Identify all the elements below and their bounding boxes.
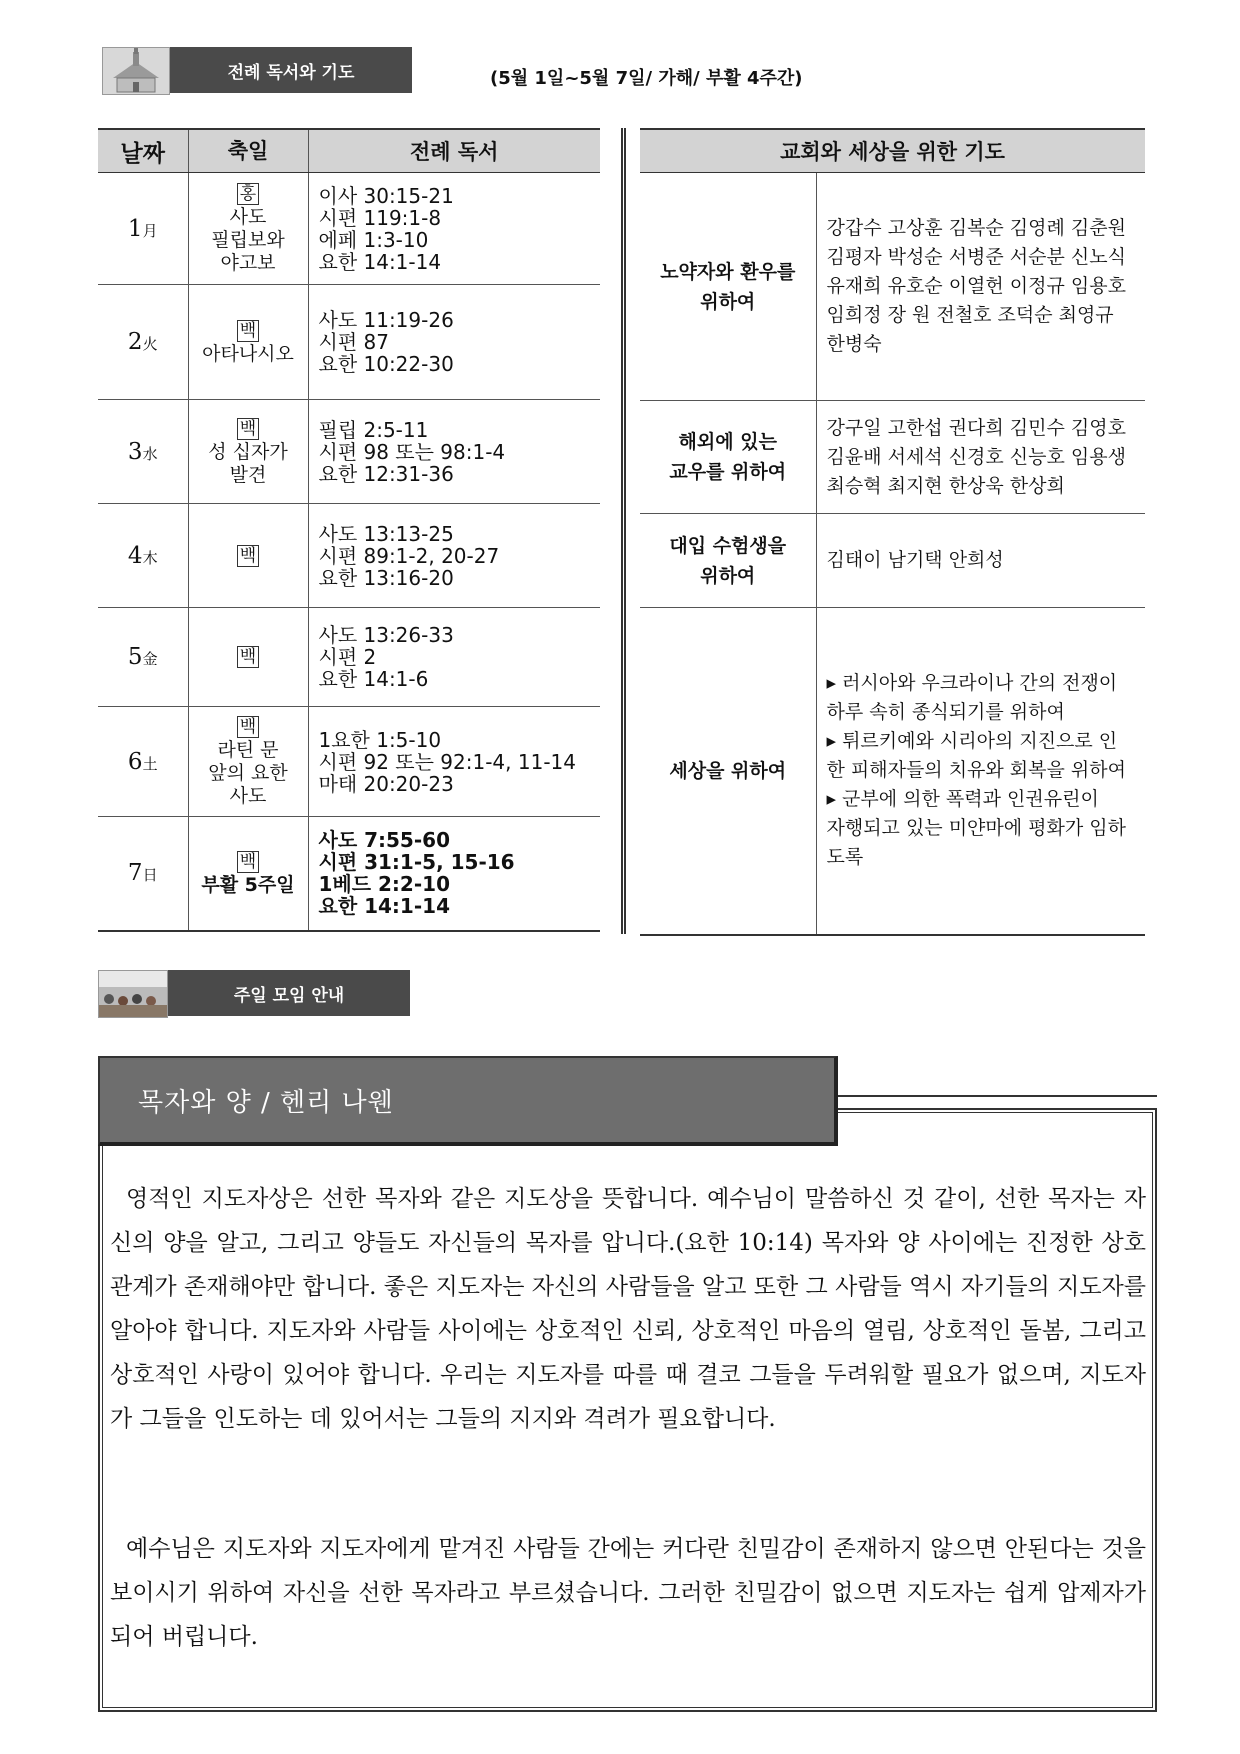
prayer-table bbox=[640, 128, 1145, 936]
gathering-thumbnail bbox=[98, 970, 168, 1018]
names-line: 김태이 남기택 안희성 bbox=[826, 549, 1004, 571]
column-divider bbox=[621, 128, 626, 934]
feast-line: 부활 5주일 bbox=[201, 873, 295, 896]
readings-cell bbox=[308, 608, 600, 707]
names-line: 유재희 유호순 이열헌 이정규 임용호 bbox=[826, 275, 1126, 297]
prayer-target bbox=[640, 401, 816, 514]
target-line: 세상을 위하여 bbox=[669, 759, 787, 782]
target-line: 해외에 있는 bbox=[678, 431, 777, 453]
feast-cell bbox=[188, 400, 308, 504]
readings-cell bbox=[308, 707, 600, 817]
prayer-header: 교회와 세상을 위한 기도 bbox=[640, 129, 1145, 173]
table-row bbox=[98, 608, 600, 707]
date-cell bbox=[98, 173, 188, 285]
reading-line: 시편 2 bbox=[318, 645, 377, 669]
reading-line: 사도 11:19-26 bbox=[318, 308, 454, 332]
table-row bbox=[98, 173, 600, 285]
liturgical-color-badge: 백 bbox=[237, 646, 259, 668]
header-feast: 축일 bbox=[188, 129, 308, 173]
section-title-gathering: 주일 모임 안내 bbox=[168, 970, 410, 1016]
reading-line: 요한 14:1-14 bbox=[318, 249, 442, 274]
date-cell bbox=[98, 817, 188, 931]
reading-line: 시편 119:1-8 bbox=[318, 205, 442, 230]
reading-line: 1베드 2:2-10 bbox=[318, 872, 450, 897]
target-line: 위하여 bbox=[700, 290, 756, 313]
readings-cell bbox=[308, 817, 600, 931]
table-row bbox=[640, 514, 1145, 608]
day-of-week: 水 bbox=[142, 444, 158, 463]
day-number: 3 bbox=[127, 438, 143, 465]
names-line: 임희정 장 원 전철호 조덕순 최영규 bbox=[826, 304, 1114, 326]
table-row bbox=[640, 173, 1145, 401]
prayer-target bbox=[640, 514, 816, 608]
table-row bbox=[98, 400, 600, 504]
names-line: 한 피해자들의 치유와 회복을 위하여 bbox=[826, 759, 1126, 782]
readings-cell bbox=[308, 285, 600, 400]
header-date: 날짜 bbox=[98, 129, 188, 173]
feast-line: 라틴 문 bbox=[217, 739, 279, 761]
feast-line: 사도 bbox=[229, 206, 267, 228]
church-icon bbox=[103, 48, 169, 94]
reading-line: 요한 14:1-6 bbox=[318, 667, 429, 691]
reading-line: 시편 31:1-5, 15-16 bbox=[318, 850, 515, 875]
prayer-names bbox=[816, 173, 1145, 401]
reading-line: 요한 10:22-30 bbox=[318, 352, 454, 376]
day-of-week: 金 bbox=[142, 650, 158, 668]
day-of-week: 火 bbox=[142, 335, 158, 353]
names-line: ▸ 군부에 의한 폭력과 인권유린이 bbox=[826, 788, 1099, 811]
date-cell bbox=[98, 608, 188, 707]
section-title-readings: 전례 독서와 기도 bbox=[170, 47, 412, 93]
reading-line: 시편 89:1-2, 20-27 bbox=[318, 543, 500, 568]
day-of-week: 木 bbox=[142, 548, 158, 567]
prayer-names bbox=[816, 608, 1145, 935]
names-line: 김윤배 서세석 신경호 신능호 임용생 bbox=[826, 445, 1126, 468]
feast-cell bbox=[188, 504, 308, 608]
liturgical-color-badge: 백 bbox=[237, 716, 259, 738]
reading-line: 요한 14:1-14 bbox=[318, 894, 450, 919]
feast-cell bbox=[188, 285, 308, 400]
day-number: 2 bbox=[127, 329, 143, 355]
day-number: 1 bbox=[127, 215, 143, 242]
feast-line: 발견 bbox=[229, 463, 267, 486]
day-number: 5 bbox=[127, 644, 143, 670]
feast-cell bbox=[188, 608, 308, 707]
article-paragraph-2: 예수님은 지도자와 지도자에게 맡겨진 사람들 간에는 커다란 친밀감이 존재하지 않으면 안된다는 것을 보이시기 위하여 자신을 선한 목자라고 부르셨습니다. 그러한 친밀감이 없으면 지도자는 쉽게 압제자가 되어 버립니다. bbox=[110, 1536, 1146, 1650]
liturgical-color-badge: 백 bbox=[237, 545, 259, 567]
reading-line: 요한 12:31-36 bbox=[318, 461, 454, 486]
feast-cell bbox=[188, 817, 308, 931]
names-line: 김평자 박성순 서병준 서순분 신노식 bbox=[826, 246, 1126, 268]
article-paragraph-1: 영적인 지도자상은 선한 목자와 같은 지도상을 뜻합니다. 예수님이 말씀하신 것 같이, 선한 목자는 자신의 양을 알고, 그리고 양들도 자신들의 목자를 압니다.(요한 10:14) 목자와 양 사이에는 진정한 상호관계가 존재해야만 합니다. 좋은 지도자는 자신의 사람들을 알고 또한 그 사람들 역시 자기들의 지도자를 알아야 합니다. 지도자와 사람들 사이에는 상호적인 신뢰, 상호적인 마음의 열림, 상호적인 돌봄, 그리고 상호적인 사랑이 있어야 합니다. 우리는 지도자를 따를 때 결코 그들을 두려워할 필요가 없으며, 지도자가 그들을 인도하는 데 있어서는 그들의 지지와 격려가 필요합니다. bbox=[110, 1186, 1146, 1432]
day-of-week: 月 bbox=[142, 221, 158, 240]
feast-line: 성 십자가 bbox=[208, 440, 288, 463]
names-line: ▸ 튀르키예와 시리아의 지진으로 인 bbox=[826, 730, 1118, 753]
feast-line: 사도 bbox=[229, 785, 267, 807]
names-line: ▸ 러시아와 우크라이나 간의 전쟁이 bbox=[826, 672, 1118, 695]
table-row bbox=[640, 401, 1145, 514]
feast-line: 아타나시오 bbox=[202, 342, 294, 365]
reading-line: 사도 13:13-25 bbox=[318, 521, 454, 546]
readings-cell bbox=[308, 504, 600, 608]
header-readings: 전례 독서 bbox=[308, 129, 600, 173]
period-label: (5월 1일~5월 7일/ 가해/ 부활 4주간) bbox=[490, 68, 803, 89]
target-line: 노약자와 환우를 bbox=[660, 260, 796, 283]
article-title: 목자와 양 / 헨리 나웬 bbox=[98, 1056, 838, 1146]
date-cell bbox=[98, 707, 188, 817]
reading-line: 필립 2:5-11 bbox=[318, 417, 429, 442]
table-row bbox=[98, 817, 600, 931]
liturgical-color-badge: 백 bbox=[237, 320, 259, 342]
target-line: 대입 수험생을 bbox=[669, 534, 787, 557]
table-row bbox=[98, 707, 600, 817]
target-line: 교우를 위하여 bbox=[669, 461, 787, 483]
table-row bbox=[98, 285, 600, 400]
church-thumbnail bbox=[102, 47, 170, 95]
reading-line: 사도 7:55-60 bbox=[318, 828, 450, 853]
names-line: 자행되고 있는 미얀마에 평화가 임하 bbox=[826, 817, 1126, 840]
reading-line: 사도 13:26-33 bbox=[318, 623, 454, 647]
prayer-names bbox=[816, 401, 1145, 514]
names-line: 강구일 고한섭 권다희 김민수 김영호 bbox=[826, 416, 1126, 439]
day-of-week: 日 bbox=[142, 866, 158, 885]
reading-line: 시편 87 bbox=[318, 330, 389, 354]
day-number: 4 bbox=[127, 542, 143, 569]
reading-line: 요한 13:16-20 bbox=[318, 565, 454, 590]
reading-line: 이사 30:15-21 bbox=[318, 183, 454, 208]
reading-line: 시편 92 또는 92:1-4, 11-14 bbox=[318, 749, 576, 774]
feast-line: 필립보와 bbox=[211, 229, 285, 251]
date-cell bbox=[98, 504, 188, 608]
feast-cell bbox=[188, 707, 308, 817]
names-line: 도록 bbox=[826, 846, 864, 869]
prayer-target bbox=[640, 608, 816, 935]
names-line: 강갑수 고상훈 김복순 김영례 김춘원 bbox=[826, 217, 1126, 239]
names-line: 한병숙 bbox=[826, 333, 882, 355]
prayer-target bbox=[640, 173, 816, 401]
reading-line: 1요한 1:5-10 bbox=[318, 727, 442, 752]
liturgical-color-badge: 백 bbox=[237, 851, 259, 873]
article-frame-line bbox=[838, 1095, 1157, 1097]
readings-table bbox=[98, 128, 600, 932]
day-number: 6 bbox=[127, 748, 143, 775]
names-line: 최승혁 최지현 한상욱 한상희 bbox=[826, 474, 1065, 497]
date-cell bbox=[98, 400, 188, 504]
feast-line: 앞의 요한 bbox=[208, 762, 288, 784]
day-number: 7 bbox=[127, 860, 143, 887]
reading-line: 에페 1:3-10 bbox=[318, 227, 429, 252]
liturgical-color-badge: 백 bbox=[237, 418, 259, 440]
feast-line: 야고보 bbox=[220, 252, 276, 274]
feast-cell bbox=[188, 173, 308, 285]
target-line: 위하여 bbox=[700, 564, 756, 587]
names-line: 하루 속히 종식되기를 위하여 bbox=[826, 701, 1065, 724]
reading-line: 시편 98 또는 98:1-4 bbox=[318, 439, 506, 464]
gathering-photo-icon bbox=[99, 971, 167, 1017]
liturgical-color-badge: 홍 bbox=[237, 183, 259, 205]
table-row bbox=[98, 504, 600, 608]
table-row bbox=[640, 608, 1145, 935]
day-of-week: 土 bbox=[142, 754, 158, 773]
reading-line: 마태 20:20-23 bbox=[318, 771, 454, 796]
readings-cell bbox=[308, 173, 600, 285]
prayer-names bbox=[816, 514, 1145, 608]
readings-cell bbox=[308, 400, 600, 504]
date-cell bbox=[98, 285, 188, 400]
